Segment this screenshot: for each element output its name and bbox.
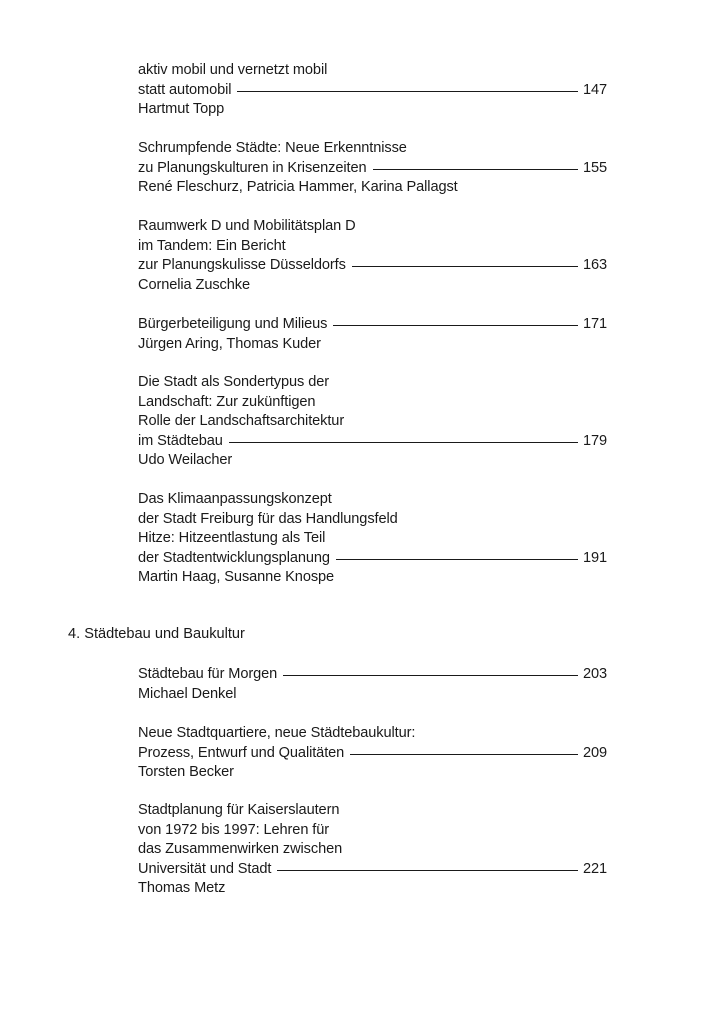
entry-title-line: Die Stadt als Sondertypus der [138,374,329,390]
page-number: 147 [582,81,607,98]
entry-title-line: zu Planungskulturen in Krisenzeiten [138,159,367,176]
entry-title-line: Stadtplanung für Kaiserslautern [138,802,340,818]
toc-entry [138,373,607,471]
toc-entry [138,801,607,899]
entry-title-line: Prozess, Entwurf und Qualitäten [138,744,345,761]
entry-title-last-line [138,81,607,101]
toc-entry [138,61,607,120]
entry-title-line: Hitze: Hitzeentlastung als Teil [138,530,326,546]
toc-entry [138,490,607,588]
entry-authors: Jürgen Aring, Thomas Kuder [138,335,321,352]
leader-line [277,870,578,871]
entry-title-last-line [138,549,607,569]
page-number: 209 [582,744,607,761]
page-number: 203 [582,666,607,682]
entry-authors: Martin Haag, Susanne Knospe [138,569,335,585]
entry-authors: René Fleschurz, Patricia Hammer, Karina Pallagst [138,179,458,195]
entry-authors: Cornelia Zuschke [138,276,250,293]
entry-authors: Thomas Metz [138,880,226,896]
entry-title-line: Schrumpfende Städte: Neue Erkenntnisse [138,140,407,156]
leader-line [229,442,578,443]
entry-title-last-line [138,665,607,685]
entry-title-last-line [138,860,607,880]
page-number: 171 [582,316,607,332]
entry-authors: Michael Denkel [138,685,237,702]
entry-title-last-line [138,744,607,764]
entry-authors: Torsten Becker [138,764,234,780]
entry-title-last-line [138,256,607,276]
toc-entry [138,217,607,295]
entry-title-line: Das Klimaanpassungskonzept [138,491,332,507]
toc-entry [138,139,607,198]
toc-entry [138,315,607,354]
entry-authors: Udo Weilacher [138,452,233,468]
leader-line [336,559,578,560]
toc-entry [138,724,607,783]
entry-title-line: der Stadtentwicklungsplanung [138,549,330,566]
page-number: 163 [582,257,607,273]
leader-line [350,754,578,755]
entry-authors: Hartmut Topp [138,101,225,117]
entry-title-line: statt automobil [138,81,232,98]
leader-line [352,266,578,267]
leader-line [373,169,578,170]
leader-line [237,91,578,92]
toc-entry [138,665,607,704]
entry-title-last-line [138,432,607,452]
entry-title-line: zur Planungskulisse Düsseldorfs [138,257,346,273]
page-number: 155 [582,159,607,176]
entry-title-last-line [138,159,607,179]
entry-title-last-line [138,315,607,335]
entry-title-line: Neue Stadtquartiere, neue Städtebaukultur: [138,725,416,741]
entry-title-line: Raumwerk D und Mobilitätsplan D [138,218,356,234]
page-number: 179 [582,432,607,449]
entry-title-line: Städtebau für Morgen [138,666,278,682]
section-heading: 4. Städtebau und Baukultur [68,626,245,642]
entry-title-line: im Tandem: Ein Bericht [138,237,286,254]
page-number: 221 [582,860,607,877]
page-number: 191 [582,549,607,566]
entry-title-line: Bürgerbeteiligung und Milieus [138,316,328,332]
entry-title-line: Rolle der Landschaftsarchitektur [138,413,345,429]
entry-title-line: von 1972 bis 1997: Lehren für [138,821,330,838]
entry-title-line: der Stadt Freiburg für das Handlungsfeld [138,510,398,527]
leader-line [283,675,578,676]
entry-title-line: aktiv mobil und vernetzt mobil [138,62,328,78]
leader-line [333,325,578,326]
entry-title-line: das Zusammenwirken zwischen [138,841,343,857]
entry-title-line: Universität und Stadt [138,860,272,877]
entry-title-line: Landschaft: Zur zukünftigen [138,393,316,410]
entry-title-line: im Städtebau [138,432,223,449]
